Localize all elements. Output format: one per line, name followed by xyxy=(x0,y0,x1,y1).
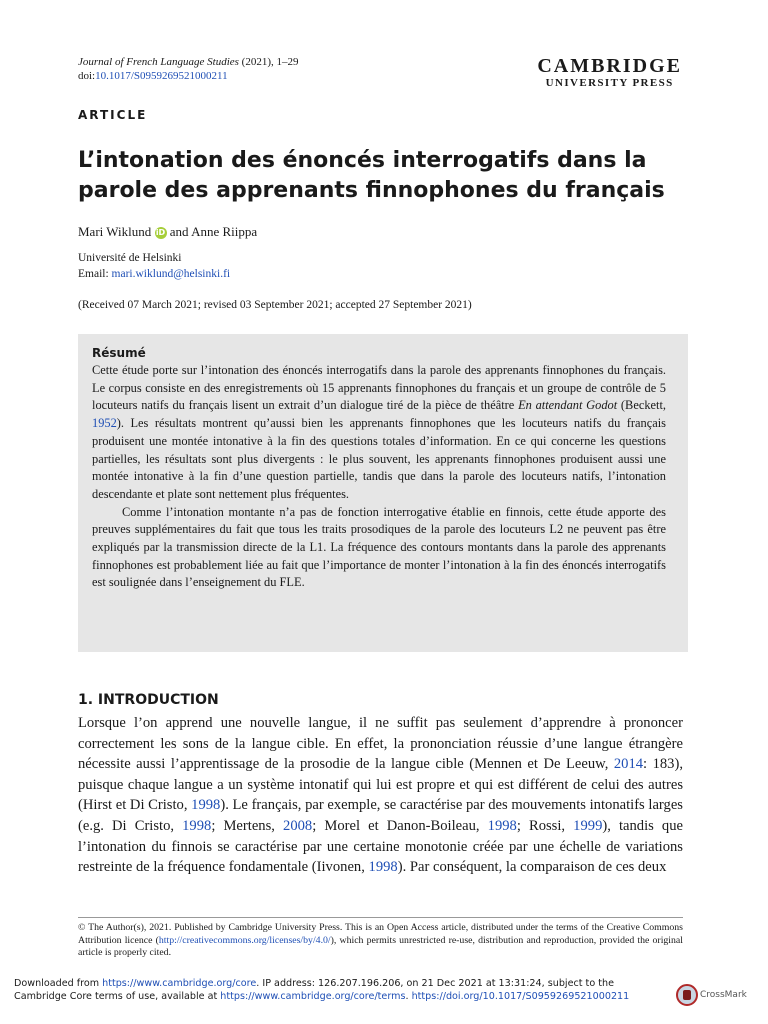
abstract-text: (Beckett, xyxy=(617,398,666,413)
download-note xyxy=(14,977,664,1003)
download-text: Downloaded from xyxy=(14,978,103,989)
download-text: . xyxy=(405,991,412,1002)
email-label: Email: xyxy=(78,268,112,280)
email-link[interactable]: mari.wiklund@helsinki.fi xyxy=(111,268,231,280)
section-heading: 1. INTRODUCTION xyxy=(78,692,219,708)
body-text: ). Par conséquent, la comparaison de ces deux xyxy=(397,859,667,876)
body-text: Lorsque l’on apprend une nouvelle langue, il ne suffit pas seulement d’apprendre à prononcer correctement les sons de la langue cible. En effet, la prononciation réussie d’une langue étrangère nécessite aussi l’apprentissage de la prosodie de la langue cible (Mennen et De Leeuw, xyxy=(78,715,683,773)
institution: Université de Helsinki xyxy=(78,252,182,264)
body-text: ), tandis que l’intonation du finnois se caractérise par une certaine monotonie créée par une échelle de variations restreinte de la fréquence fondamentale (Iivonen, xyxy=(78,817,683,876)
download-text: Cambridge Core terms of use, available at xyxy=(14,991,221,1002)
crossmark-badge[interactable] xyxy=(676,984,747,1006)
journal-name: Journal of French Language Studies xyxy=(78,56,239,68)
citation-link[interactable]: 1998 xyxy=(182,817,212,834)
affiliation xyxy=(78,250,230,282)
footnote-divider xyxy=(78,917,683,918)
body-text: ). Le français, par exemple, se caractérise par des mouvements intonatifs larges (e.g. Di Cristo, xyxy=(78,797,683,834)
author-name: Anne Riippa xyxy=(191,224,258,239)
citation-link[interactable]: 2014 xyxy=(613,756,644,773)
abstract-heading: Résumé xyxy=(92,346,146,360)
body-text: ; Morel et Danon-Boileau, xyxy=(312,817,488,834)
play-title: En attendant Godot xyxy=(518,398,618,413)
license-link[interactable]: http://creativecommons.org/licenses/by/4.0/ xyxy=(158,934,331,946)
license-text: ), which permits unrestricted re-use, distribution and reproduction, provided the original article is properly cited. xyxy=(78,934,683,959)
doi-url-link[interactable]: https://doi.org/10.1017/S0959269521000211 xyxy=(411,991,630,1002)
citation-link[interactable]: 1998 xyxy=(191,797,221,814)
introduction-paragraph xyxy=(78,713,683,878)
received-dates: (Received 07 March 2021; revised 03 September 2021; accepted 27 September 2021) xyxy=(78,299,472,311)
abstract-text: ). Les résultats montrent qu’aussi bien les apprenants finnophones que les locuteurs natifs du français produisent une montée intonative à la fin des questions totales d’information. En ce qui concerne les questions partielles, les résultats sont plus divergents : le plus souvent, les apprenants finnophones produisent aussi une montée intonative à la fin d’une question partielle, tandis que dans la parole des locuteurs natifs, l’intonation descendante et plate sont nettement plus fréquentes. xyxy=(92,416,666,501)
crossmark-label: CrossMark xyxy=(700,990,747,1000)
journal-meta: (2021), 1–29 xyxy=(238,56,299,68)
author-connector: and xyxy=(166,224,192,239)
citation-link[interactable]: 2008 xyxy=(283,817,313,834)
abstract-box xyxy=(78,334,688,652)
publisher-name: CAMBRIDGE xyxy=(537,55,682,77)
license-text: © The Author(s), 2021. Published by Cambridge University Press. This is an Open Access article, distributed under the terms of the Creative Commons Attribution licence ( xyxy=(78,922,683,946)
abstract-paragraph xyxy=(92,362,666,504)
body-text: ; Rossi, xyxy=(516,817,574,834)
abstract-paragraph: Comme l’intonation montante n’a pas de fonction interrogative établie en finnois, cette étude apporte des preuves supplémentaires du fait que tous les traits prosodiques de la parole des locuteurs L2 ne peuvent pas être expliqués par la transmission directe de la L1. La fréquence des contours montants dans la parole des apprenants finnophones est probablement liée au fait que l’importance de monter l’intonation à la fin des énoncés interrogatifs est soulignée dans l’enseignement du FLE. xyxy=(92,504,666,590)
terms-link[interactable]: https://www.cambridge.org/core/terms xyxy=(220,991,406,1002)
article-type-label: ARTICLE xyxy=(78,108,148,122)
citation-link[interactable]: 1952 xyxy=(92,416,117,431)
abstract-text: Cette étude porte sur l’intonation des énoncés interrogatifs dans la parole des apprenants finnophones du français. Le corpus consiste en des enregistrements où 15 apprenants finnophones du français et un groupe de contrôle de 5 locuteurs natifs du français lisent un extrait d’un dialogue tiré de la pièce de théâtre xyxy=(92,363,666,413)
download-text: . IP address: 126.207.196.206, on 21 Dec 2021 at 13:31:24, subject to the xyxy=(256,978,614,989)
doi-label: doi: xyxy=(78,70,96,82)
abstract-body xyxy=(92,362,666,592)
publisher-subname: UNIVERSITY PRESS xyxy=(545,77,674,89)
author-name: Mari Wiklund xyxy=(78,224,152,239)
license-note xyxy=(78,922,683,960)
crossmark-icon xyxy=(676,984,698,1006)
journal-citation xyxy=(78,55,299,83)
citation-link[interactable]: 1998 xyxy=(368,859,398,876)
body-text: ; Mertens, xyxy=(211,817,284,834)
body-text: : 183), puisque chaque langue a un système intonatif qui lui est propre et qui est différent de celui des autres (Hirst et Di Cristo, xyxy=(78,756,683,814)
citation-link[interactable]: 1998 xyxy=(487,817,517,834)
author-line xyxy=(78,224,257,240)
doi-link[interactable]: 10.1017/S0959269521000211 xyxy=(95,70,228,82)
publisher-logo xyxy=(537,55,682,89)
article-title: L’intonation des énoncés interrogatifs dans la parole des apprenants finnophones du français xyxy=(78,148,665,203)
orcid-icon[interactable]: iD xyxy=(155,228,166,237)
citation-link[interactable]: 1999 xyxy=(573,817,603,834)
cambridge-core-link[interactable]: https://www.cambridge.org/core xyxy=(102,978,257,989)
